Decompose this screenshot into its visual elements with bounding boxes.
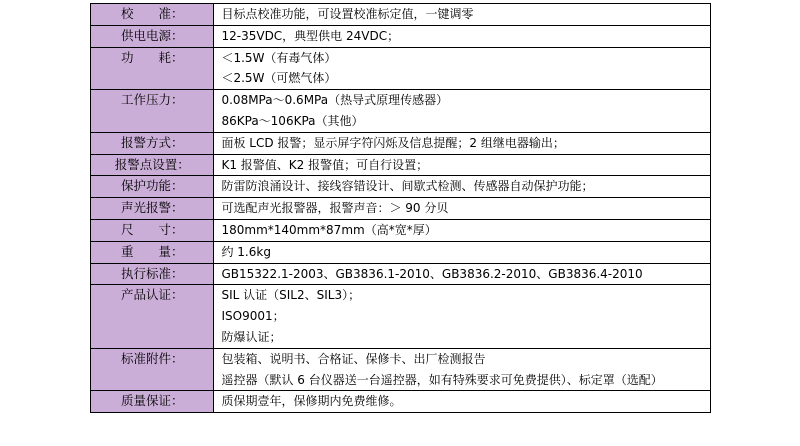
table-row [91,4,711,26]
row-label-protection: 保护功能： [91,176,214,198]
row-label-alarm-setting: 报警点设置： [91,154,214,176]
table-row [91,47,711,90]
table-row [91,285,711,348]
value-line: 防爆认证； [221,329,282,344]
value-line: ISO9001； [221,309,285,324]
value-line: 质保期壹年，保修期内免费维修。 [221,394,402,409]
value-line: ＜2.5W（可燃气体） [221,71,337,86]
row-value-alarm-mode [214,132,711,154]
value-line: 包装箱、说明书、合格证、保修卡、出厂检测报告 [221,351,486,366]
value-line: 可选配声光报警器，报警声音：＞ 90 分贝 [221,201,449,216]
row-label-calibration: 校 准： [91,4,214,26]
table-row [91,348,711,391]
row-value-power-consumption [214,47,711,90]
row-label-warranty: 质量保证： [91,391,214,413]
row-value-working-pressure [214,90,711,133]
value-line: 防雷防浪涌设计、接线容错设计、间歇式检测、传感器自动保护功能； [221,179,594,194]
row-label-weight: 重 量： [91,241,214,263]
table-row [91,241,711,263]
value-line: 12-35VDC，典型供电 24VDC； [221,28,400,43]
row-value-sound-light-alarm [214,198,711,220]
table-row [91,90,711,133]
table-row [91,154,711,176]
table-row [91,132,711,154]
row-label-power-supply: 供电电源： [91,25,214,47]
table-row [91,219,711,241]
row-value-accessories [214,348,711,391]
row-label-power-consumption: 功 耗： [91,47,214,90]
table-row [91,25,711,47]
value-line: 86KPa～106KPa（其他） [221,113,364,128]
row-value-calibration [214,4,711,26]
table-row [91,263,711,285]
value-line: 目标点校准功能，可设置校准标定值，一键调零 [221,7,474,21]
table-row [91,391,711,413]
row-value-alarm-setting [214,154,711,176]
row-value-protection [214,176,711,198]
value-line: 180mm*140mm*87mm（高*宽*厚） [221,222,437,237]
value-line: 遥控器（默认 6 台仪器送一台遥控器，如有特殊要求可免费提供）、标定罩（选配） [221,372,663,387]
value-line: SIL 认证（SIL2、SIL3）； [221,288,361,303]
value-line: 0.08MPa～0.6MPa（热导式原理传感器） [221,93,449,108]
row-value-weight [214,241,711,263]
row-value-power-supply [214,25,711,47]
value-line: 约 1.6kg [221,244,271,259]
row-value-standards [214,263,711,285]
row-value-dimensions [214,219,711,241]
spec-table [90,3,711,413]
row-label-sound-light-alarm: 声光报警： [91,198,214,220]
value-line: 面板 LCD 报警；显示屏字符闪烁及信息提醒；2 组继电器输出； [221,135,565,150]
row-label-standards: 执行标准： [91,263,214,285]
row-label-accessories: 标准附件： [91,348,214,391]
table-row [91,198,711,220]
row-value-warranty [214,391,711,413]
row-label-certification: 产品认证： [91,285,214,348]
value-line: GB15322.1-2003、GB3836.1-2010、GB3836.2-2010、GB3836.4-2010 [221,266,643,281]
row-value-certification [214,285,711,348]
value-line: K1 报警值、K2 报警值；可自行设置； [221,157,429,172]
row-label-dimensions: 尺 寸： [91,219,214,241]
row-label-alarm-mode: 报警方式： [91,132,214,154]
value-line: ＜1.5W（有毒气体） [221,50,337,65]
row-label-working-pressure: 工作压力： [91,90,214,133]
table-row [91,176,711,198]
